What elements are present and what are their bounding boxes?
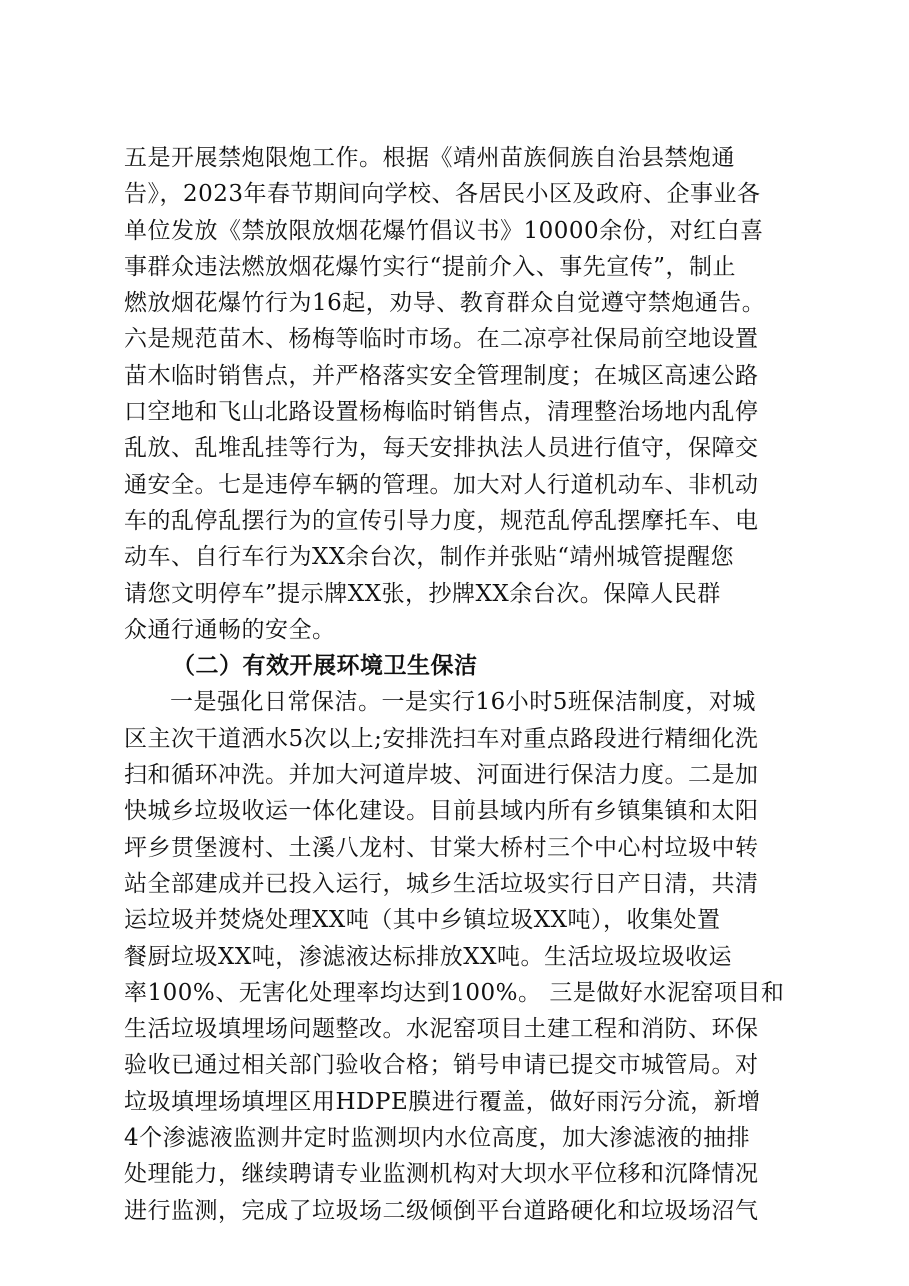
text-line: 快城乡垃圾收运一体化建设。目前县域内所有乡镇集镇和太阳 <box>124 798 759 825</box>
text-line: 六是规范苗木、杨梅等临时市场。在二凉亭社保局前空地设置 <box>124 326 759 353</box>
text-line: 请您文明停车”提示牌XX张，抄牌XX余台次。保障人民群 <box>124 580 721 607</box>
text-line: 率100%、无害化处理率均达到100%。 三是做好水泥窑项目和 <box>124 979 785 1006</box>
text-line: 单位发放《禁放限放烟花爆竹倡议书》10000余份，对红白喜 <box>124 217 764 244</box>
text-line: 五是开展禁炮限炮工作。根据《靖州苗族侗族自治县禁炮通 <box>124 145 735 171</box>
text-line: 通安全。七是违停车辆的管理。加大对人行道机动车、非机动 <box>124 471 759 498</box>
text-line: 事群众违法燃放烟花爆竹实行“提前介入、事先宣传”，制止 <box>124 253 737 280</box>
text-line: 运垃圾并焚烧处理XX吨（其中乡镇垃圾XX吨），收集处置 <box>124 907 721 934</box>
text-line: 餐厨垃圾XX吨，渗滤液达标排放XX吨。生活垃圾垃圾收运 <box>124 943 732 970</box>
text-line: 坪乡贯堡渡村、土溪八龙村、甘棠大桥村三个中心村垃圾中转 <box>124 834 759 861</box>
text-line: 扫和循环冲洗。并加大河道岸坡、河面进行保洁力度。二是加 <box>124 762 759 789</box>
text-line: 验收已通过相关部门验收合格；销号申请已提交市城管局。对 <box>124 1052 759 1079</box>
document-body <box>124 140 804 1229</box>
text-line: 苗木临时销售点，并严格落实安全管理制度；在城区高速公路 <box>124 362 759 389</box>
text-line: 车的乱停乱摆行为的宣传引导力度，规范乱停乱摆摩托车、电 <box>124 507 759 534</box>
text-line: 垃圾填埋场填埋区用HDPE膜进行覆盖，做好雨污分流，新增 <box>124 1088 761 1115</box>
text-line: 4个渗滤液监测井定时监测坝内水位高度，加大渗滤液的抽排 <box>124 1125 751 1152</box>
text-line: 口空地和飞山北路设置杨梅临时销售点，清理整治场地内乱停 <box>124 399 759 426</box>
text-line: 进行监测，完成了垃圾场二级倾倒平台道路硬化和垃圾场沼气 <box>124 1197 759 1224</box>
text-line: 众通行通畅的安全。 <box>124 616 336 643</box>
text-line: 站全部建成并已投入运行，城乡生活垃圾实行日产日清，共清 <box>124 870 759 897</box>
section-heading: （二）有效开展环境卫生保洁 <box>172 652 478 680</box>
text-line: 告》，2023年春节期间向学校、各居民小区及政府、企事业各 <box>124 181 761 208</box>
text-line: 燃放烟花爆竹行为16起，劝导、教育群众自觉遵守禁炮通告。 <box>124 290 766 317</box>
text-line: 区主次干道洒水5次以上;安排洗扫车对重点路段进行精细化洗 <box>124 725 759 752</box>
text-line: 乱放、乱堆乱挂等行为，每天安排执法人员进行值守，保障交 <box>124 435 759 462</box>
paragraph-first-line: 一是强化日常保洁。一是实行16小时5班保洁制度，对城 <box>170 689 756 716</box>
text-line: 处理能力，继续聘请专业监测机构对大坝水平位移和沉降情况 <box>124 1161 759 1188</box>
text-line: 生活垃圾填埋场问题整改。水泥窑项目土建工程和消防、环保 <box>124 1016 759 1043</box>
text-line: 动车、自行车行为XX余台次，制作并张贴“靖州城管提醒您 <box>124 544 735 571</box>
